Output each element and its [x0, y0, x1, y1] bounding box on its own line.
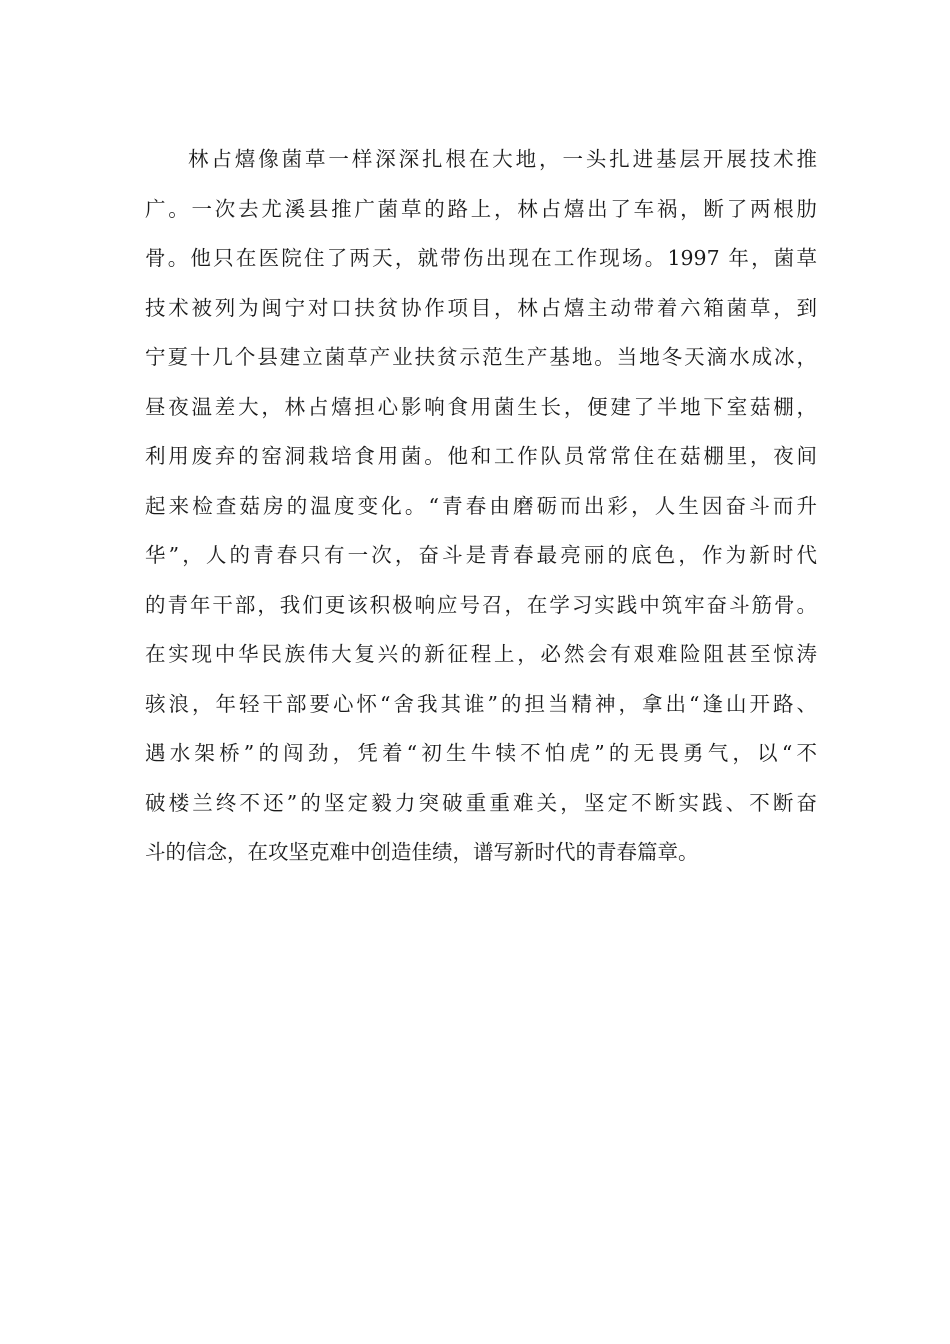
text-line: 破楼兰终不还”的坚定毅力突破重重难关，坚定不断实践、不断奋 [145, 790, 817, 815]
text-line: 宁夏十几个县建立菌草产业扶贫示范生产基地。当地冬天滴水成冰， [145, 345, 817, 369]
text-line: 在实现中华民族伟大复兴的新征程上，必然会有艰难险阻甚至惊涛 [145, 642, 817, 666]
text-line: 的青年干部，我们更该积极响应号召，在学习实践中筑牢奋斗筋骨。 [145, 592, 817, 617]
text-line: 遇水架桥”的闯劲，凭着“初生牛犊不怕虎”的无畏勇气，以“不 [145, 741, 817, 765]
text-line: 技术被列为闽宁对口扶贫协作项目，林占熺主动带着六箱菌草，到 [145, 295, 817, 320]
text-line: 骨。他只在医院住了两天，就带伤出现在工作现场。1997 年，菌草 [145, 246, 817, 270]
text-line: 林占熺像菌草一样深深扎根在大地，一头扎进基层开展技术推 [188, 147, 817, 171]
text-line: 华”，人的青春只有一次，奋斗是青春最亮丽的底色，作为新时代 [145, 543, 817, 567]
body-paragraph [145, 135, 817, 878]
text-line: 斗的信念，在攻坚克难中创造佳绩，谱写新时代的青春篇章。 [145, 840, 699, 864]
text-line: 昼夜温差大，林占熺担心影响食用菌生长，便建了半地下室菇棚， [145, 394, 817, 419]
text-line: 广。一次去尤溪县推广菌草的路上，林占熺出了车祸，断了两根肋 [145, 196, 817, 221]
text-line: 骇浪，年轻干部要心怀“舍我其谁”的担当精神，拿出“逢山开路、 [145, 691, 817, 716]
text-line: 利用废弃的窑洞栽培食用菌。他和工作队员常常住在菇棚里，夜间 [145, 444, 817, 468]
text-line: 起来检查菇房的温度变化。“青春由磨砺而出彩，人生因奋斗而升 [145, 493, 817, 518]
